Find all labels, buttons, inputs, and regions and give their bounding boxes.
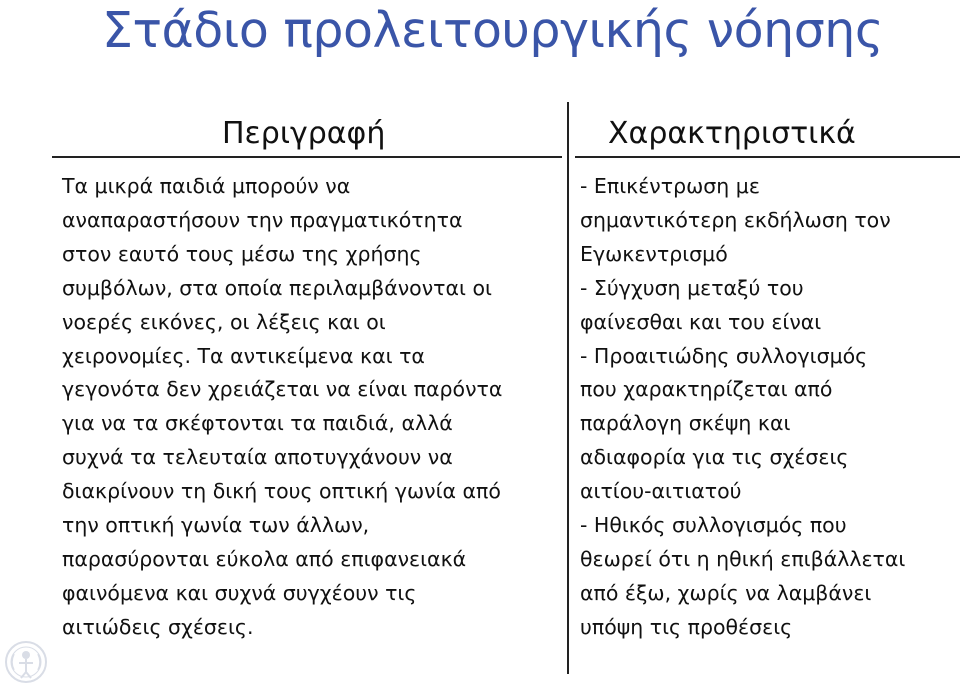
university-seal-icon [4, 640, 48, 684]
slide-title: Στάδιο προλειτουργικής νόησης [102, 2, 884, 59]
description-text: Τα μικρά παιδιά μπορούν να αναπαραστήσουν την πραγματικότητα στον εαυτό τους μέσω της χρήσης συμβόλων, στα οποία περιλαμβάνονται οι νοερές εικόνες, οι λέξεις και οι χειρονομίες. Τα αντικείμενα και τα γεγονότα δεν χρειάζεται να είναι παρόντα για να τα σκέφτονται τα παιδιά, αλλά συχνά τα τελευταία αποτυγχάνουν να διακρίνουν τη δική τους οπτική γωνία από την οπτική γωνία των άλλων, παρασύρονται εύκολα από επιφανειακά φαινόμενα και συχνά συγχέουν τις αιτιώδεις σχέσεις. [62, 174, 503, 639]
description-header: Περιγραφή [222, 116, 386, 151]
characteristics-header: Χαρακτηριστικά [608, 116, 856, 151]
right-header-rule [575, 156, 960, 158]
column-divider [567, 102, 569, 674]
characteristics-text: - Επικέντρωση με σημαντικότερη εκδήλωση τον Εγωκεντρισμό - Σύγχυση μεταξύ του φαίνεσθαι και του είναι - Προαιτιώδης συλλογισμός που χαρακτηρίζεται από παράλογη σκέψη και αδιαφορία για τις σχέσεις αιτίου-αιτιατού - Ηθικός συλλογισμός που θεωρεί ότι η ηθική επιβάλλεται από έξω, χωρίς να λαμβάνει υπόψη τις προθέσεις [580, 174, 906, 639]
left-header-rule [52, 156, 562, 158]
